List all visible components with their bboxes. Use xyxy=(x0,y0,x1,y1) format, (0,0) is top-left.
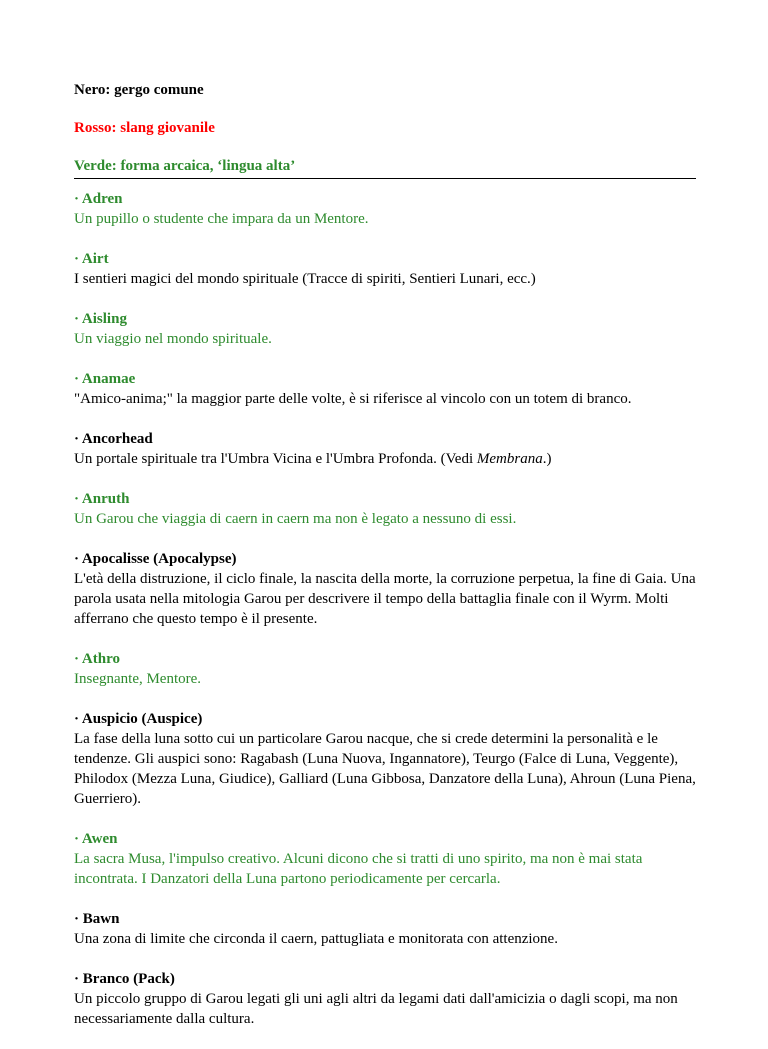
entry-aisling xyxy=(74,309,696,349)
entry-awen xyxy=(74,829,696,889)
entry-anamae xyxy=(74,369,696,409)
legend-red: Rosso: slang giovanile xyxy=(74,120,215,136)
cross-reference: Membrana xyxy=(476,451,543,467)
entry-definition: I sentieri magici del mondo spirituale (Tracce di spiriti, Sentieri Lunari, ecc.) xyxy=(74,271,536,287)
definition-text-end: .) xyxy=(542,451,552,467)
legend-green: Verde: forma arcaica, ‘lingua alta’ xyxy=(74,158,296,174)
entry-branco xyxy=(74,969,696,1029)
entry-term: · Aisling xyxy=(74,311,127,327)
entry-term: · Auspicio (Auspice) xyxy=(74,711,203,727)
entry-term: · Bawn xyxy=(74,911,120,927)
entry-definition: Un Garou che viaggia di caern in caern ma non è legato a nessuno di essi. xyxy=(74,511,517,527)
entry-adren xyxy=(74,189,696,229)
entry-apocalisse xyxy=(74,549,696,629)
glossary-page xyxy=(74,80,696,1049)
entry-athro xyxy=(74,649,696,689)
legend-black: Nero: gergo comune xyxy=(74,82,204,98)
entry-definition: Una zona di limite che circonda il caern, pattugliata e monitorata con attenzione. xyxy=(74,931,558,947)
entry-ancorhead xyxy=(74,429,696,469)
entry-definition: La sacra Musa, l'impulso creativo. Alcuni dicono che si tratti di uno spirito, ma non è mai stata incontrata. I Danzatori della Luna partono periodicamente per cercarla. xyxy=(74,851,643,887)
entry-anruth xyxy=(74,489,696,529)
entry-definition xyxy=(74,449,696,469)
entry-term: · Branco (Pack) xyxy=(74,971,175,987)
entry-term: · Apocalisse (Apocalypse) xyxy=(74,551,237,567)
entry-term: · Athro xyxy=(74,651,120,667)
entry-bawn xyxy=(74,909,696,949)
entry-definition: La fase della luna sotto cui un particolare Garou nacque, che si crede determini la personalità e le tendenze. Gli auspici sono: Ragabash (Luna Nuova, Ingannatore), Teurgo (Falce di Luna, Veggente), Philodox (Mezza Luna, Giudice), Galliard (Luna Gibbosa, Danzatore della Luna), Ahroun (Luna Piena, Guerriero). xyxy=(74,731,696,807)
entry-auspicio xyxy=(74,709,696,809)
entry-definition: L'età della distruzione, il ciclo finale, la nascita della morte, la corruzione perpetua, la fine di Gaia. Una parola usata nella mitologia Garou per descrivere il tempo della battaglia finale con il Wyrm. Molti afferrano che questo tempo è il presente. xyxy=(74,571,696,627)
entry-airt xyxy=(74,249,696,289)
entry-definition: "Amico-anima;" la maggior parte delle volte, è si riferisce al vincolo con un totem di branco. xyxy=(74,391,632,407)
entry-term: · Anamae xyxy=(74,371,136,387)
entry-definition: Un pupillo o studente che impara da un Mentore. xyxy=(74,211,369,227)
entry-term: · Awen xyxy=(74,831,118,847)
entry-term: · Ancorhead xyxy=(74,431,153,447)
entry-term: · Anruth xyxy=(74,491,130,507)
entry-definition: Insegnante, Mentore. xyxy=(74,671,202,687)
definition-text: Un portale spirituale tra l'Umbra Vicina e l'Umbra Profonda. (Vedi xyxy=(74,451,477,467)
entry-term: · Adren xyxy=(74,191,123,207)
color-legend xyxy=(74,80,696,176)
entry-definition: Un viaggio nel mondo spirituale. xyxy=(74,331,272,347)
divider xyxy=(74,178,696,179)
entry-term: · Airt xyxy=(74,251,109,267)
entry-definition: Un piccolo gruppo di Garou legati gli uni agli altri da legami dati dall'amicizia o dagli scopi, ma non necessariamente dalla cultura. xyxy=(74,991,678,1027)
